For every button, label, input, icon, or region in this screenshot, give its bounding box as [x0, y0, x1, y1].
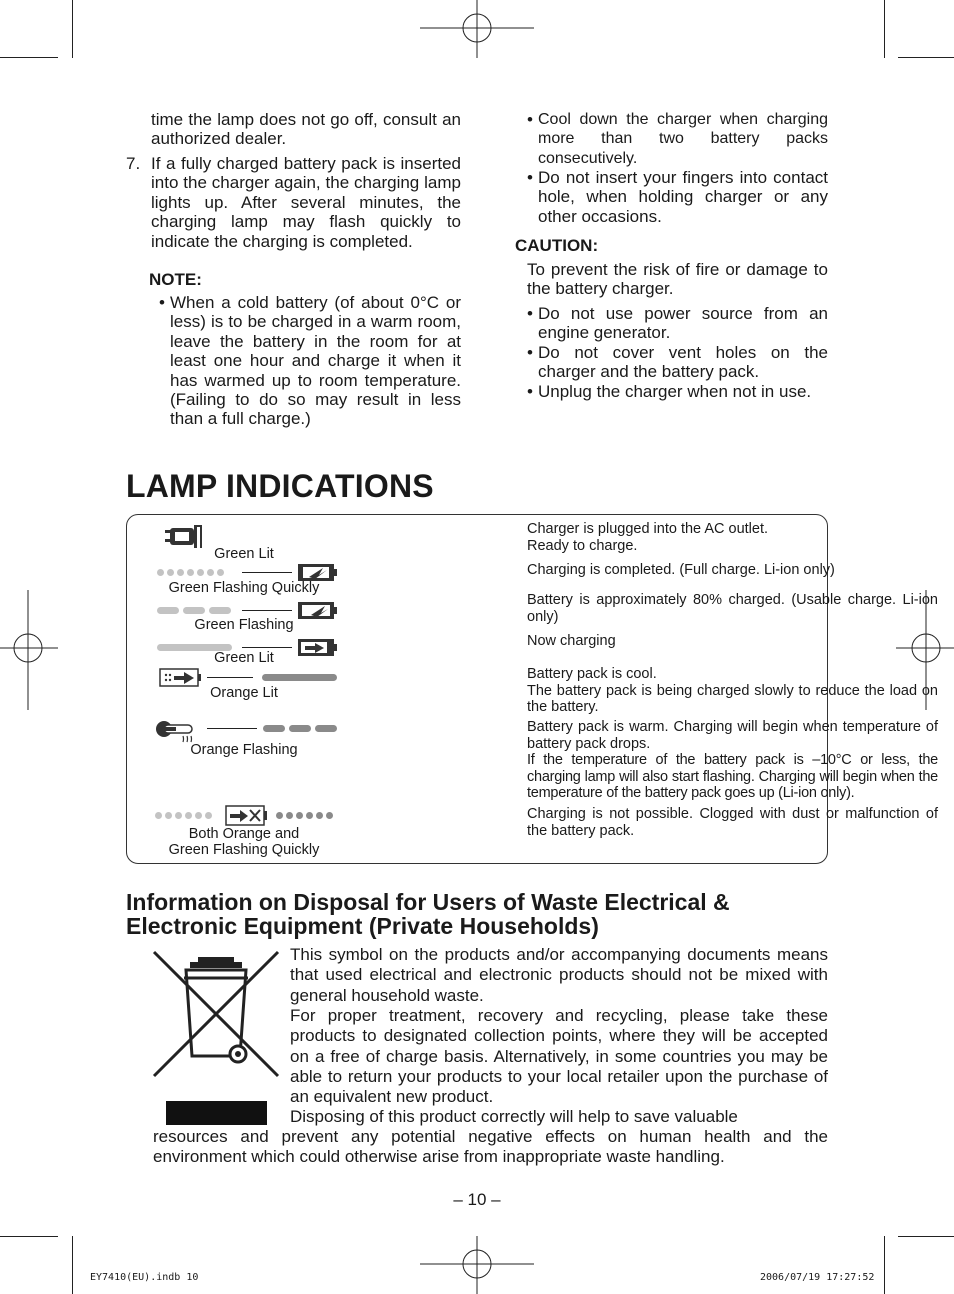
crop-mark — [898, 1236, 954, 1237]
connector-line — [242, 572, 292, 573]
note-heading: NOTE: — [149, 270, 202, 289]
footer-file-label: EY7410(EU).indb 10 — [90, 1272, 199, 1283]
bullet-text: Do not insert your fingers into contact hole, when holding charger or any other occasions. — [538, 168, 828, 226]
disposal-heading: Information on Disposal for Users of Waste Electrical & Electronic Equipment (Private Households) — [126, 889, 730, 939]
bullet-dot: • — [527, 382, 533, 401]
connector-line — [207, 728, 257, 729]
desc-line: Battery pack is warm. Charging will begin when temperature of battery pack drops. — [527, 719, 938, 752]
bullet-dot: • — [527, 110, 533, 129]
battery-error-icon — [225, 805, 269, 827]
desc-line: If the temperature of the battery pack is –10°C or less, the charging lamp will also start flashing. Charging will begin when the temperature of the battery pack goes up (Li-ion only). — [527, 752, 938, 801]
note-bullet — [159, 293, 461, 429]
item-7-text: If a fully charged battery pack is inserted into the charger again, the charging lamp lights up. After several minutes, the charging lamp may flash quickly to indicate the charging is completed. — [151, 154, 461, 251]
crop-mark — [898, 57, 954, 58]
crop-mark — [72, 1236, 73, 1294]
footer-timestamp: 2006/07/19 17:27:52 — [760, 1272, 875, 1283]
caution-bullet-2 — [527, 343, 828, 382]
bullet-dot: • — [527, 343, 533, 362]
lamp-dashes-dark — [263, 725, 337, 732]
lamp-dots-dark — [276, 812, 333, 820]
crop-mark — [884, 0, 885, 58]
desc-line: Now charging — [527, 633, 616, 649]
lamp-dashes-gray — [157, 607, 231, 614]
lamp-dots-gray — [157, 569, 224, 577]
crop-mark — [72, 0, 73, 58]
disposal-paragraph-3-rest: resources and prevent any potential negative effects on human health and the environment which could otherwise arise from inappropriate waste handling. — [153, 1127, 828, 1167]
bullet-text: Do not cover vent holes on the charger and the battery pack. — [538, 343, 828, 382]
crossed-out-bin-icon — [150, 948, 282, 1128]
caution-heading: CAUTION: — [515, 236, 599, 255]
desc-plugged-in — [527, 521, 938, 554]
desc-now-charging — [527, 633, 938, 650]
disposal-paragraph-2: For proper treatment, recovery and recycling, please take these products to designated collection points, where they will be accepted on a free of charge basis. Alternatively, in some countries you may be able to return your products to your local retailer upon the purchase of an equivalent new product. — [290, 1006, 828, 1107]
crop-mark — [884, 1236, 885, 1294]
charger-bullet-1 — [527, 110, 828, 168]
label-green-flashing: Green Flashing — [194, 617, 294, 633]
desc-not-possible — [527, 806, 938, 839]
label-both-flashing — [134, 827, 354, 858]
lamp-indications-title: LAMP INDICATIONS — [126, 468, 434, 504]
desc-warm — [527, 719, 938, 802]
page-number: – 10 – — [453, 1190, 501, 1209]
desc-cool — [527, 666, 938, 716]
caution-text: To prevent the risk of fire or damage to the battery charger. — [527, 260, 828, 299]
bullet-text: Unplug the charger when not in use. — [538, 382, 812, 401]
registration-mark-bottom — [420, 1236, 534, 1294]
continued-text: time the lamp does not go off, consult an authorized dealer. — [151, 110, 461, 149]
lamp-bar-dark — [262, 674, 337, 681]
bullet-dot: • — [159, 293, 165, 312]
desc-line: Battery pack is cool. — [527, 666, 657, 682]
label-green-lit-2: Green Lit — [214, 650, 274, 666]
desc-line: Charging is not possible. Clogged with dust or malfunction of the battery pack. — [527, 806, 938, 839]
label-line: Both Orange and — [188, 826, 300, 842]
desc-complete — [527, 562, 938, 579]
caution-bullet-1 — [527, 304, 828, 343]
lamp-indications-table — [126, 514, 938, 864]
disposal-paragraph-3-first-line: Disposing of this product correctly will help to save valuable — [290, 1107, 738, 1126]
desc-line: Ready to charge. — [527, 537, 638, 554]
registration-mark-top — [420, 0, 534, 58]
label-green-flashing-quickly: Green Flashing Quickly — [168, 580, 320, 596]
bullet-text: Cool down the charger when charging more than two battery packs consecutively. — [538, 111, 828, 167]
connector-line — [242, 610, 292, 611]
crop-mark — [0, 1236, 58, 1237]
label-orange-flashing: Orange Flashing — [190, 742, 298, 758]
desc-80-percent — [527, 592, 938, 625]
label-line: Green Flashing Quickly — [168, 841, 320, 858]
note-bullet-text: When a cold battery (of about 0°C or less) is to be charged in a warm room, leave the battery in the room for at least one hour and charge it when it has warmed up to room temperature. (Failing to do so may result in less than a full charge.) — [170, 293, 461, 429]
item-7-number: 7. — [126, 154, 141, 173]
desc-line: The battery pack is being charged slowly to reduce the load on the battery. — [527, 682, 938, 715]
bullet-dot: • — [527, 168, 533, 187]
label-orange-lit: Orange Lit — [210, 685, 278, 701]
disposal-paragraph-1: This symbol on the products and/or accompanying documents means that used electrical and electronic products should not be mixed with general household waste. — [290, 945, 828, 1005]
label-green-lit: Green Lit — [214, 546, 274, 562]
connector-line — [242, 647, 292, 648]
charger-bullet-2 — [527, 168, 828, 226]
desc-line: Charger is plugged into the AC outlet. — [527, 521, 769, 537]
desc-line: Battery is approximately 80% charged. (Usable charge. Li-ion only) — [527, 592, 938, 625]
registration-mark-left — [0, 590, 58, 710]
lamp-dots-gray — [155, 812, 212, 820]
connector-line — [207, 677, 253, 678]
bullet-text: Do not use power source from an engine generator. — [538, 304, 828, 343]
desc-line: Charging is completed. (Full charge. Li-ion only) — [527, 562, 835, 578]
thermometer-icon — [155, 720, 203, 744]
crop-mark — [0, 57, 58, 58]
caution-bullet-3 — [527, 382, 828, 401]
bullet-dot: • — [527, 304, 533, 323]
